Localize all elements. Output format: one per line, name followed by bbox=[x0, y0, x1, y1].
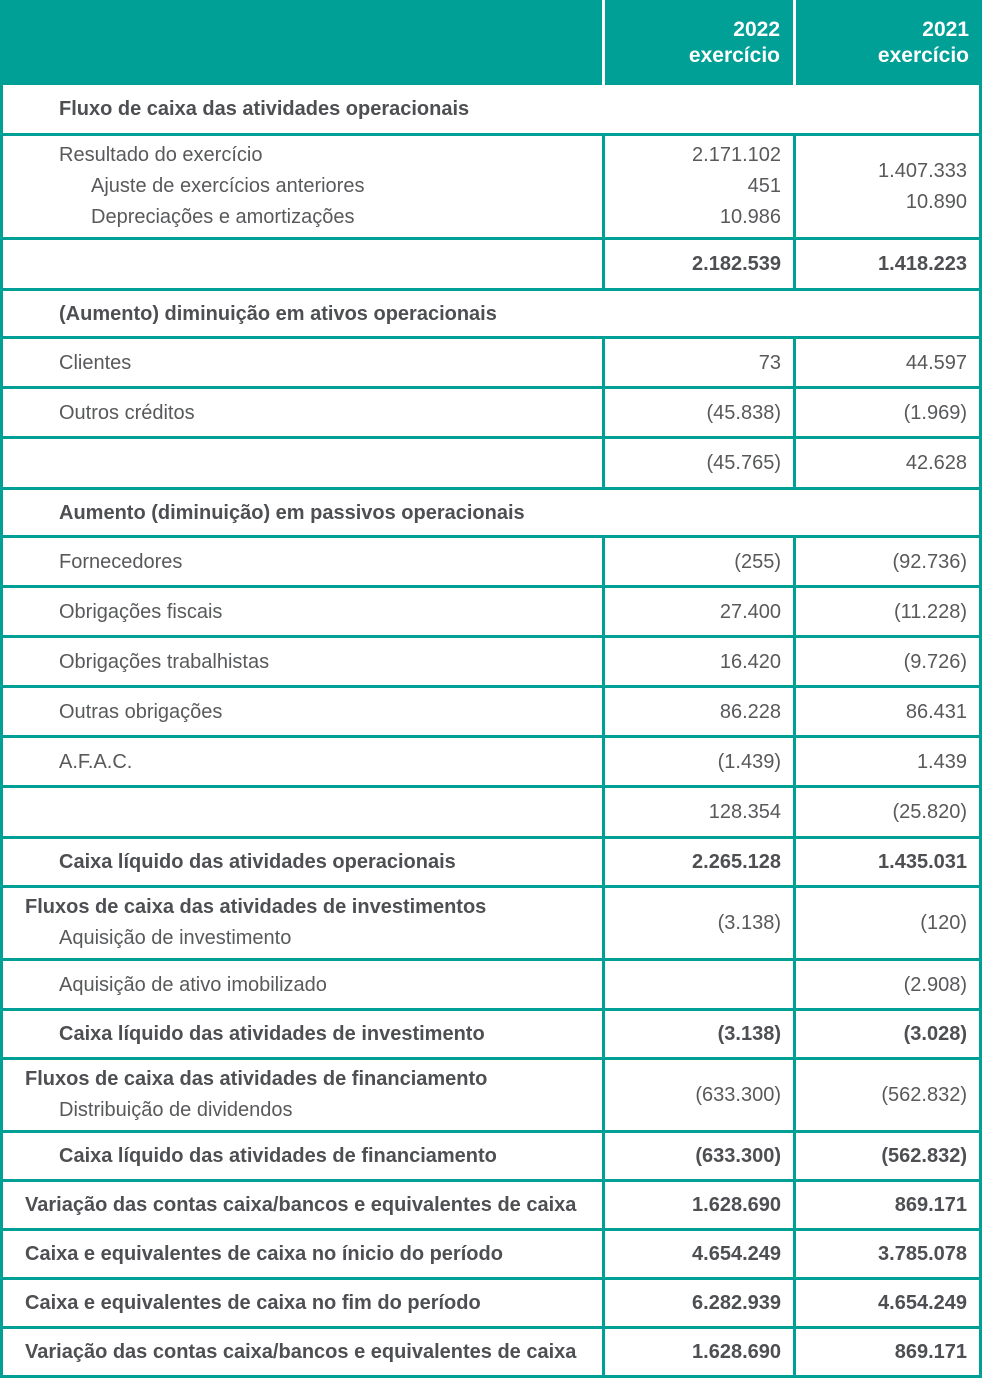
value-2022: 128.354 bbox=[708, 801, 781, 823]
value-2022: 73 bbox=[758, 351, 781, 374]
value-cell-2021 bbox=[793, 839, 979, 885]
row-label-cell bbox=[3, 490, 979, 535]
value-cell-2021 bbox=[793, 1329, 979, 1375]
value-2021: (120) bbox=[920, 911, 967, 934]
value-2022: 2.182.539 bbox=[692, 253, 781, 275]
row-label-cell bbox=[3, 1329, 602, 1375]
row-label-cell bbox=[3, 136, 602, 237]
table-row-item bbox=[3, 585, 979, 635]
value-cell-2022 bbox=[602, 738, 793, 785]
value-cell-2022 bbox=[602, 240, 793, 288]
value-2022: 1.628.690 bbox=[692, 1194, 781, 1216]
value-2021: 4.654.249 bbox=[878, 1292, 967, 1314]
header-cell-2021 bbox=[793, 0, 982, 85]
value-2022: (3.138) bbox=[717, 1023, 781, 1045]
value-2022: 1.628.690 bbox=[692, 1341, 781, 1363]
value-cell-2022 bbox=[602, 839, 793, 885]
row-label: Clientes bbox=[59, 351, 132, 374]
value-2021: 86.431 bbox=[905, 700, 967, 723]
row-label: Variação das contas caixa/bancos e equivalentes de caixa bbox=[25, 1341, 577, 1363]
row-label-cell bbox=[3, 1182, 602, 1228]
value-cell-2021 bbox=[793, 1182, 979, 1228]
value-2022: 451 bbox=[747, 175, 781, 197]
row-label-cell bbox=[3, 538, 602, 585]
value-2021: (92.736) bbox=[892, 550, 967, 573]
table-header bbox=[0, 0, 982, 85]
row-label: Variação das contas caixa/bancos e equivalentes de caixa bbox=[25, 1194, 577, 1216]
value-cell-2021 bbox=[793, 389, 979, 436]
row-label: (Aumento) diminuição em ativos operacionais bbox=[59, 302, 497, 325]
value-2021: (9.726) bbox=[903, 650, 967, 673]
value-2021: 869.171 bbox=[894, 1341, 967, 1363]
header-year-2021: 2021 bbox=[922, 17, 969, 41]
value-cell-2021 bbox=[793, 439, 979, 487]
row-label: Distribuição de dividendos bbox=[59, 1099, 293, 1121]
value-cell-2022 bbox=[602, 439, 793, 487]
value-2022: 16.420 bbox=[719, 650, 781, 673]
value-cell-2021 bbox=[793, 738, 979, 785]
table-row-subtotal bbox=[3, 436, 979, 487]
row-label-cell bbox=[3, 839, 602, 885]
value-2022: 6.282.939 bbox=[692, 1292, 781, 1314]
value-cell-2022 bbox=[602, 389, 793, 436]
row-label: Caixa e equivalentes de caixa no ínicio do período bbox=[25, 1243, 503, 1265]
value-2022: 27.400 bbox=[719, 600, 781, 623]
row-label: Fornecedores bbox=[59, 550, 183, 573]
row-label: Aquisição de ativo imobilizado bbox=[59, 973, 327, 996]
table-row-item bbox=[3, 535, 979, 585]
header-empty-cell bbox=[0, 0, 602, 85]
table-row-item bbox=[3, 958, 979, 1008]
table-row-item bbox=[3, 685, 979, 735]
value-cell-2021 bbox=[793, 538, 979, 585]
row-label-cell bbox=[3, 1280, 602, 1326]
table-row-section bbox=[3, 288, 979, 336]
row-label-cell bbox=[3, 688, 602, 735]
value-2022: (633.300) bbox=[695, 1145, 781, 1167]
value-2021: 1.418.223 bbox=[878, 253, 967, 275]
table-row-item bbox=[3, 336, 979, 386]
value-cell-2022 bbox=[602, 638, 793, 685]
table-row-total bbox=[3, 1326, 979, 1375]
value-cell-2022 bbox=[602, 888, 793, 958]
value-2022: (45.765) bbox=[706, 452, 781, 474]
value-2021: 1.435.031 bbox=[878, 851, 967, 873]
value-cell-2022 bbox=[602, 339, 793, 386]
value-cell-2022 bbox=[602, 1133, 793, 1179]
table-row-item bbox=[3, 635, 979, 685]
value-cell-2021 bbox=[793, 788, 979, 836]
value-cell-2021 bbox=[793, 688, 979, 735]
table-row-total bbox=[3, 1277, 979, 1326]
row-label-cell bbox=[3, 1133, 602, 1179]
value-cell-2021 bbox=[793, 1060, 979, 1130]
table-row-total bbox=[3, 1228, 979, 1277]
value-2021: 3.785.078 bbox=[878, 1243, 967, 1265]
value-cell-2021 bbox=[793, 136, 979, 237]
row-label: Caixa líquido das atividades de investimento bbox=[59, 1023, 485, 1045]
row-label-cell bbox=[3, 439, 602, 487]
value-2021: (2.908) bbox=[903, 973, 967, 996]
value-2021: (1.969) bbox=[903, 401, 967, 424]
table-row-total bbox=[3, 1130, 979, 1179]
header-caption-2022: exercício bbox=[688, 43, 780, 67]
row-label: Obrigações trabalhistas bbox=[59, 650, 270, 673]
table-row-total bbox=[3, 1008, 979, 1057]
table-row-group bbox=[3, 1057, 979, 1130]
table-row-item bbox=[3, 735, 979, 785]
value-2022: 2.265.128 bbox=[692, 851, 781, 873]
value-2022: 86.228 bbox=[719, 700, 781, 723]
row-label-cell bbox=[3, 1060, 602, 1130]
table-row-total bbox=[3, 836, 979, 885]
value-cell-2021 bbox=[793, 961, 979, 1008]
value-cell-2022 bbox=[602, 1329, 793, 1375]
row-label: Caixa líquido das atividades operacionais bbox=[59, 851, 456, 873]
row-label: Fluxos de caixa das atividades de investimentos bbox=[25, 896, 487, 918]
value-cell-2021 bbox=[793, 1231, 979, 1277]
row-label: Caixa e equivalentes de caixa no fim do período bbox=[25, 1292, 481, 1314]
table-row-multi bbox=[3, 133, 979, 237]
row-label-cell bbox=[3, 638, 602, 685]
row-label: Caixa líquido das atividades de financiamento bbox=[59, 1145, 497, 1167]
value-2021: (11.228) bbox=[893, 600, 967, 623]
row-label: A.F.A.C. bbox=[59, 750, 133, 773]
table-row-section bbox=[3, 85, 979, 133]
value-cell-2022 bbox=[602, 1182, 793, 1228]
value-cell-2021 bbox=[793, 339, 979, 386]
value-2022: (45.838) bbox=[706, 401, 781, 424]
value-cell-2021 bbox=[793, 1011, 979, 1057]
row-label-cell bbox=[3, 1011, 602, 1057]
row-label: Depreciações e amortizações bbox=[91, 206, 355, 228]
value-cell-2022 bbox=[602, 538, 793, 585]
header-year-2022: 2022 bbox=[733, 17, 780, 41]
table-row-total bbox=[3, 1179, 979, 1228]
value-2022: (255) bbox=[734, 550, 781, 573]
table-row-group bbox=[3, 885, 979, 958]
row-label: Fluxo de caixa das atividades operacionais bbox=[59, 98, 470, 120]
header-cell-2022 bbox=[602, 0, 793, 85]
row-label: Fluxos de caixa das atividades de financiamento bbox=[25, 1068, 488, 1090]
table-row-section bbox=[3, 487, 979, 535]
value-2021: 1.439 bbox=[916, 750, 967, 773]
table-row-subtotal bbox=[3, 237, 979, 288]
row-label-cell bbox=[3, 788, 602, 836]
header-caption-2021: exercício bbox=[877, 43, 969, 67]
value-cell-2021 bbox=[793, 588, 979, 635]
value-2021: (25.820) bbox=[892, 801, 967, 823]
row-label-cell bbox=[3, 738, 602, 785]
value-2022: (1.439) bbox=[717, 750, 781, 773]
value-2021: (562.832) bbox=[881, 1145, 967, 1167]
value-2021: 869.171 bbox=[894, 1194, 967, 1216]
row-label: Obrigações fiscais bbox=[59, 600, 223, 623]
row-label-cell bbox=[3, 961, 602, 1008]
value-2022: 2.171.102 bbox=[692, 144, 781, 166]
value-cell-2022 bbox=[602, 1231, 793, 1277]
table-row-item bbox=[3, 386, 979, 436]
row-label-cell bbox=[3, 339, 602, 386]
value-cell-2021 bbox=[793, 888, 979, 958]
row-label-cell bbox=[3, 1231, 602, 1277]
value-2021: (562.832) bbox=[881, 1083, 967, 1106]
value-cell-2022 bbox=[602, 1011, 793, 1057]
value-2021: (3.028) bbox=[903, 1023, 967, 1045]
value-2022: (633.300) bbox=[695, 1083, 781, 1106]
row-label: Aquisição de investimento bbox=[59, 927, 292, 949]
value-2021: 42.628 bbox=[905, 452, 967, 474]
value-cell-2022 bbox=[602, 588, 793, 635]
value-2021: 44.597 bbox=[905, 351, 967, 374]
row-label-cell bbox=[3, 888, 602, 958]
value-2021: 10.890 bbox=[905, 190, 967, 213]
value-cell-2022 bbox=[602, 961, 793, 1008]
value-cell-2022 bbox=[602, 1280, 793, 1326]
row-label: Resultado do exercício bbox=[59, 144, 263, 166]
value-2021: 1.407.333 bbox=[878, 159, 967, 182]
value-cell-2021 bbox=[793, 638, 979, 685]
row-label: Aumento (diminuição) em passivos operacionais bbox=[59, 501, 525, 524]
row-label-cell bbox=[3, 389, 602, 436]
table-body bbox=[0, 85, 982, 1378]
value-cell-2022 bbox=[602, 136, 793, 237]
value-cell-2021 bbox=[793, 1280, 979, 1326]
value-cell-2021 bbox=[793, 240, 979, 288]
row-label-cell bbox=[3, 240, 602, 288]
value-cell-2022 bbox=[602, 1060, 793, 1130]
value-2022: (3.138) bbox=[717, 911, 781, 934]
value-cell-2021 bbox=[793, 1133, 979, 1179]
table-row-subtotal bbox=[3, 785, 979, 836]
row-label-cell bbox=[3, 85, 979, 133]
row-label: Outros créditos bbox=[59, 401, 195, 424]
value-2022: 10.986 bbox=[719, 206, 781, 228]
row-label-cell bbox=[3, 588, 602, 635]
value-2022: 4.654.249 bbox=[692, 1243, 781, 1265]
row-label: Ajuste de exercícios anteriores bbox=[91, 175, 365, 197]
row-label: Outras obrigações bbox=[59, 700, 223, 723]
value-cell-2022 bbox=[602, 688, 793, 735]
value-cell-2022 bbox=[602, 788, 793, 836]
row-label-cell bbox=[3, 291, 979, 336]
